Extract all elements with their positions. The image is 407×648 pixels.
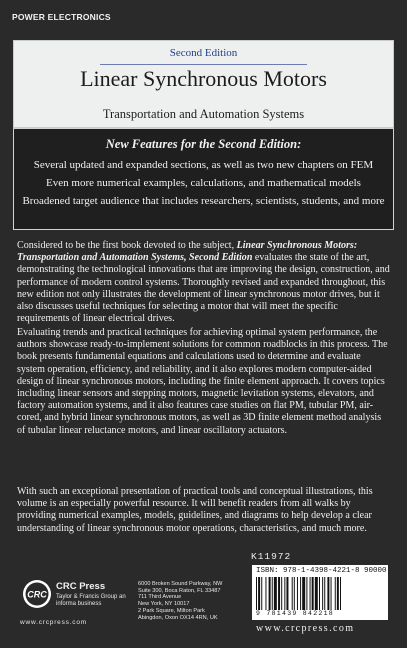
- product-code: K11972: [251, 551, 292, 562]
- description-paragraph-1: [17, 240, 391, 325]
- features-heading: New Features for the Second Edition:: [105, 137, 302, 151]
- barcode-bar: [310, 577, 311, 610]
- barcode-bar: [335, 577, 336, 610]
- description-paragraph-2: Evaluating trends and practical techniques for achieving optimal system performance, the authors showcase ready-to-implement solutions for common roadblocks in this process. The book presents fundamental equations and calculations used to determine and evaluate system operation, efficiency, and reliability, and it also explores modern computer-aided design of linear synchronous motors, including the finite element approach. It covers topics including linear sensors and stepping motors, magnetic levitation systems, elevators, and factory automation systems, and it also features case studies on flat PM, tubular PM, air-cored, and hybrid linear synchronous motors, as well as 3D finite element method analysis of tubular linear reluctance motors, and linear oscillatory actuators.: [17, 327, 388, 436]
- isbn-line: [256, 567, 387, 575]
- crc-logo-icon: [22, 579, 52, 609]
- barcode-digits: 9 781439 842218: [256, 610, 335, 617]
- barcode-bar: [306, 577, 307, 610]
- barcode-bar: [265, 577, 266, 610]
- price-code: 90000: [364, 567, 387, 575]
- p1-start: Considered to be the first book devoted to the subject,: [17, 240, 237, 251]
- barcode-bar: [337, 577, 339, 610]
- barcode-bar: [312, 577, 314, 610]
- publisher-tagline: Taylor & Francis Group an informa business: [56, 594, 126, 607]
- address-line: Suite 300, Boca Raton, FL 33487: [138, 587, 221, 594]
- publisher-addresses: [138, 581, 250, 621]
- barcode-bar: [292, 577, 293, 610]
- feature-item: Even more numerical examples, calculations, and mathematical models: [46, 177, 361, 189]
- barcode-bar: [319, 577, 320, 610]
- edition-label: Second Edition: [169, 47, 238, 59]
- barcode-bar: [322, 577, 323, 610]
- barcode-bar: [300, 577, 301, 610]
- feature-item: Several updated and expanded sections, as well as two new chapters on FEM: [33, 159, 374, 171]
- barcode-bar: [258, 577, 260, 610]
- book-subtitle: Transportation and Automation Systems: [102, 107, 305, 121]
- barcode-bar: [256, 577, 257, 610]
- title-box: [13, 40, 394, 128]
- barcode-bar: [278, 577, 280, 610]
- barcode-bar: [327, 577, 329, 610]
- address-line: 6000 Broken Sound Parkway, NW: [138, 581, 223, 587]
- feature-item: Broadened target audience that includes researchers, scientists, students, and more: [22, 195, 385, 207]
- isbn-text: ISBN: 978-1-4398-4221-8: [256, 567, 360, 575]
- barcode-bar: [274, 577, 277, 610]
- barcode-bar: [286, 577, 288, 610]
- barcode-bar: [269, 577, 271, 610]
- p1-rest: evaluates the state of the art, demonstrating the technological innovations that are improving the design, construction, and performance of modern control systems. Thoroughly revised and expanded throughout, this new edition not only illustrates the development of linear synchronous motor drives, but it also discusses useful techniques for selecting a motor that will meet the specific requirements of linear electrical drives.: [17, 252, 390, 325]
- barcode-bar: [284, 577, 285, 610]
- publisher-name: CRC Press: [56, 581, 106, 592]
- barcode-bar: [297, 577, 298, 610]
- address-line: Abingdon, Oxon OX14 4RN, UK: [138, 614, 218, 621]
- barcode-bar: [294, 577, 295, 610]
- barcode-bar: [272, 577, 273, 610]
- series-label: POWER ELECTRONICS: [12, 12, 111, 22]
- publisher-url: www.crcpress.com: [20, 619, 87, 626]
- title-rule-top: [100, 64, 307, 65]
- logo-text: CRC: [27, 589, 47, 600]
- features-box: [13, 128, 394, 230]
- barcode-bar: [261, 577, 262, 610]
- barcode-bar: [315, 577, 318, 610]
- p1-book-title: Linear Synchronous Motors: Transportation and Automation Systems, Second Edition: [17, 240, 358, 264]
- barcode: [252, 565, 388, 620]
- address-line: New York, NY 10017: [138, 601, 190, 608]
- barcode-bar: [331, 577, 332, 610]
- barcode-bar: [340, 577, 341, 610]
- address-line: 711 Third Avenue: [138, 594, 182, 601]
- back-url: www.crcpress.com: [256, 623, 355, 634]
- barcode-bars: [256, 577, 384, 610]
- book-title: Linear Synchronous Motors: [80, 66, 327, 91]
- description-paragraph-3: With such an exceptional presentation of practical tools and conceptual illustrations, this volume is an especially powerful resource. It will benefit readers from all walks by providing numerical examples, models, guidelines, and diagrams to help develop a clear understanding of linear synchronous motor operations, characteristics, and much more.: [17, 486, 373, 534]
- address-line: 2 Park Square, Milton Park: [138, 607, 205, 614]
- barcode-bar: [324, 577, 325, 610]
- barcode-bar: [302, 577, 305, 610]
- barcode-bar: [281, 577, 282, 610]
